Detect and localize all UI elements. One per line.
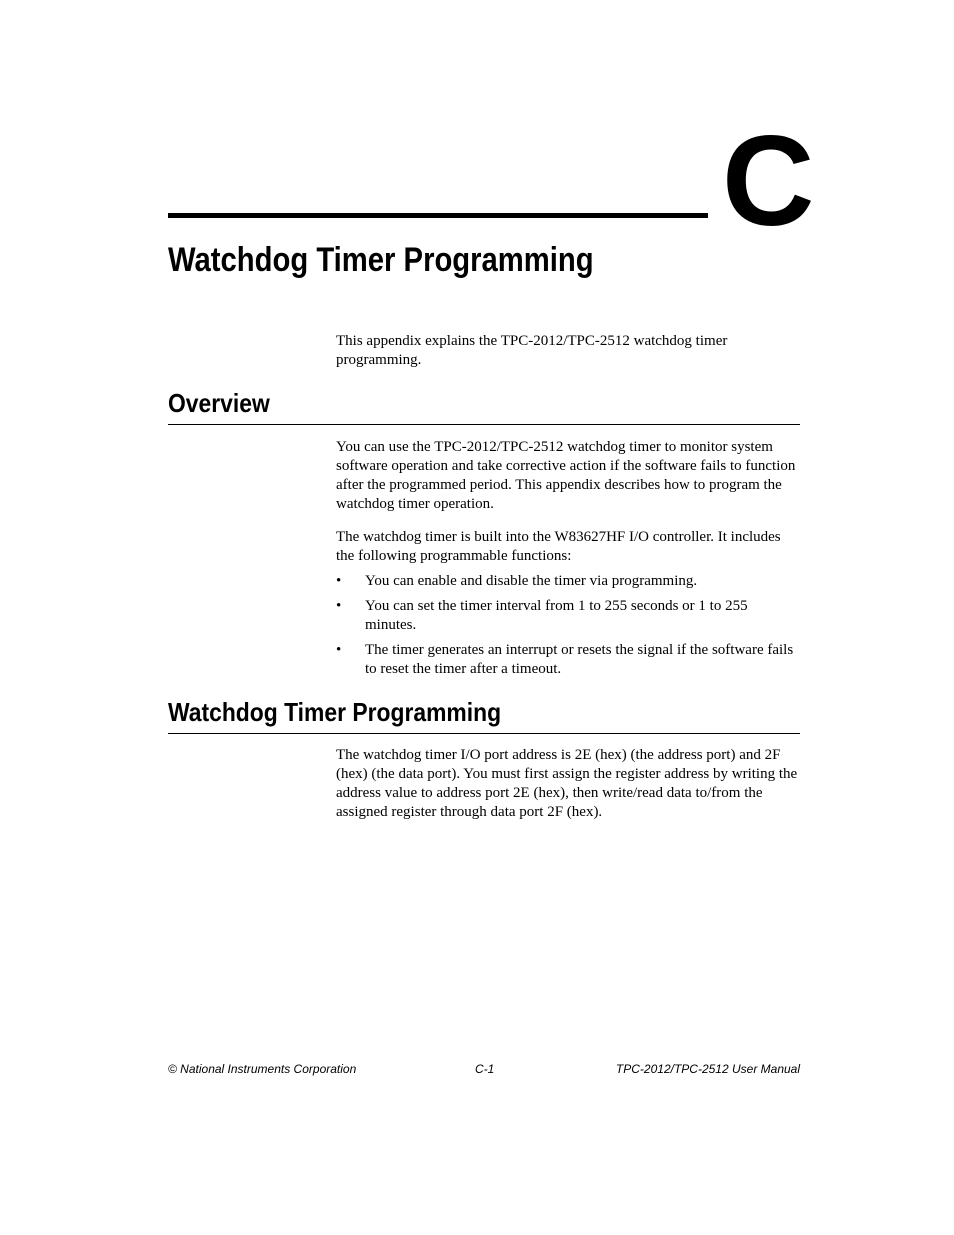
overview-heading <box>168 386 800 420</box>
function-list <box>336 572 800 685</box>
list-item-text: You can set the timer interval from 1 to 255 seconds or 1 to 255 minutes. <box>365 598 748 633</box>
bullet-glyph: • <box>336 598 342 614</box>
footer-page-number: C-1 <box>475 1062 495 1076</box>
list-item <box>336 572 800 591</box>
chapter-title: Watchdog Timer Programming <box>168 241 594 279</box>
list-item-text: You can enable and disable the timer via programming. <box>365 573 698 589</box>
list-item <box>336 597 800 635</box>
overview-rule <box>168 424 800 425</box>
footer-copyright: © National Instruments Corporation <box>168 1062 357 1076</box>
chapter-letter: C <box>722 110 813 253</box>
programming-heading-text: Watchdog Timer Programming <box>168 697 502 727</box>
bullet-glyph: • <box>336 642 342 658</box>
programming-rule <box>168 733 800 734</box>
programming-paragraph: The watchdog timer I/O port address is 2E (hex) (the address port) and 2F (hex) (the data port). You must first assign the register address by writing the address value to address port 2E (hex), then write/read data to/from the assigned register through data port 2F (hex). <box>336 747 798 820</box>
overview-paragraph-1: You can use the TPC-2012/TPC-2512 watchdog timer to monitor system software operation and take corrective action if the software fails to function after the programmed period. This appendix describes how to program the watchdog timer operation. <box>336 439 796 512</box>
chapter-rule <box>168 213 708 218</box>
programming-heading <box>168 695 800 729</box>
overview-paragraph-2: The watchdog timer is built into the W83627HF I/O controller. It includes the following programmable functions: <box>336 529 781 564</box>
footer-manual-title: TPC-2012/TPC-2512 User Manual <box>615 1062 800 1076</box>
list-item-text: The timer generates an interrupt or resets the signal if the software fails to reset the timer after a timeout. <box>365 642 794 677</box>
intro-paragraph: This appendix explains the TPC-2012/TPC-2512 watchdog timer programming. <box>336 333 728 368</box>
list-item <box>336 641 800 679</box>
overview-heading-text: Overview <box>168 388 270 418</box>
bullet-glyph: • <box>336 573 342 589</box>
